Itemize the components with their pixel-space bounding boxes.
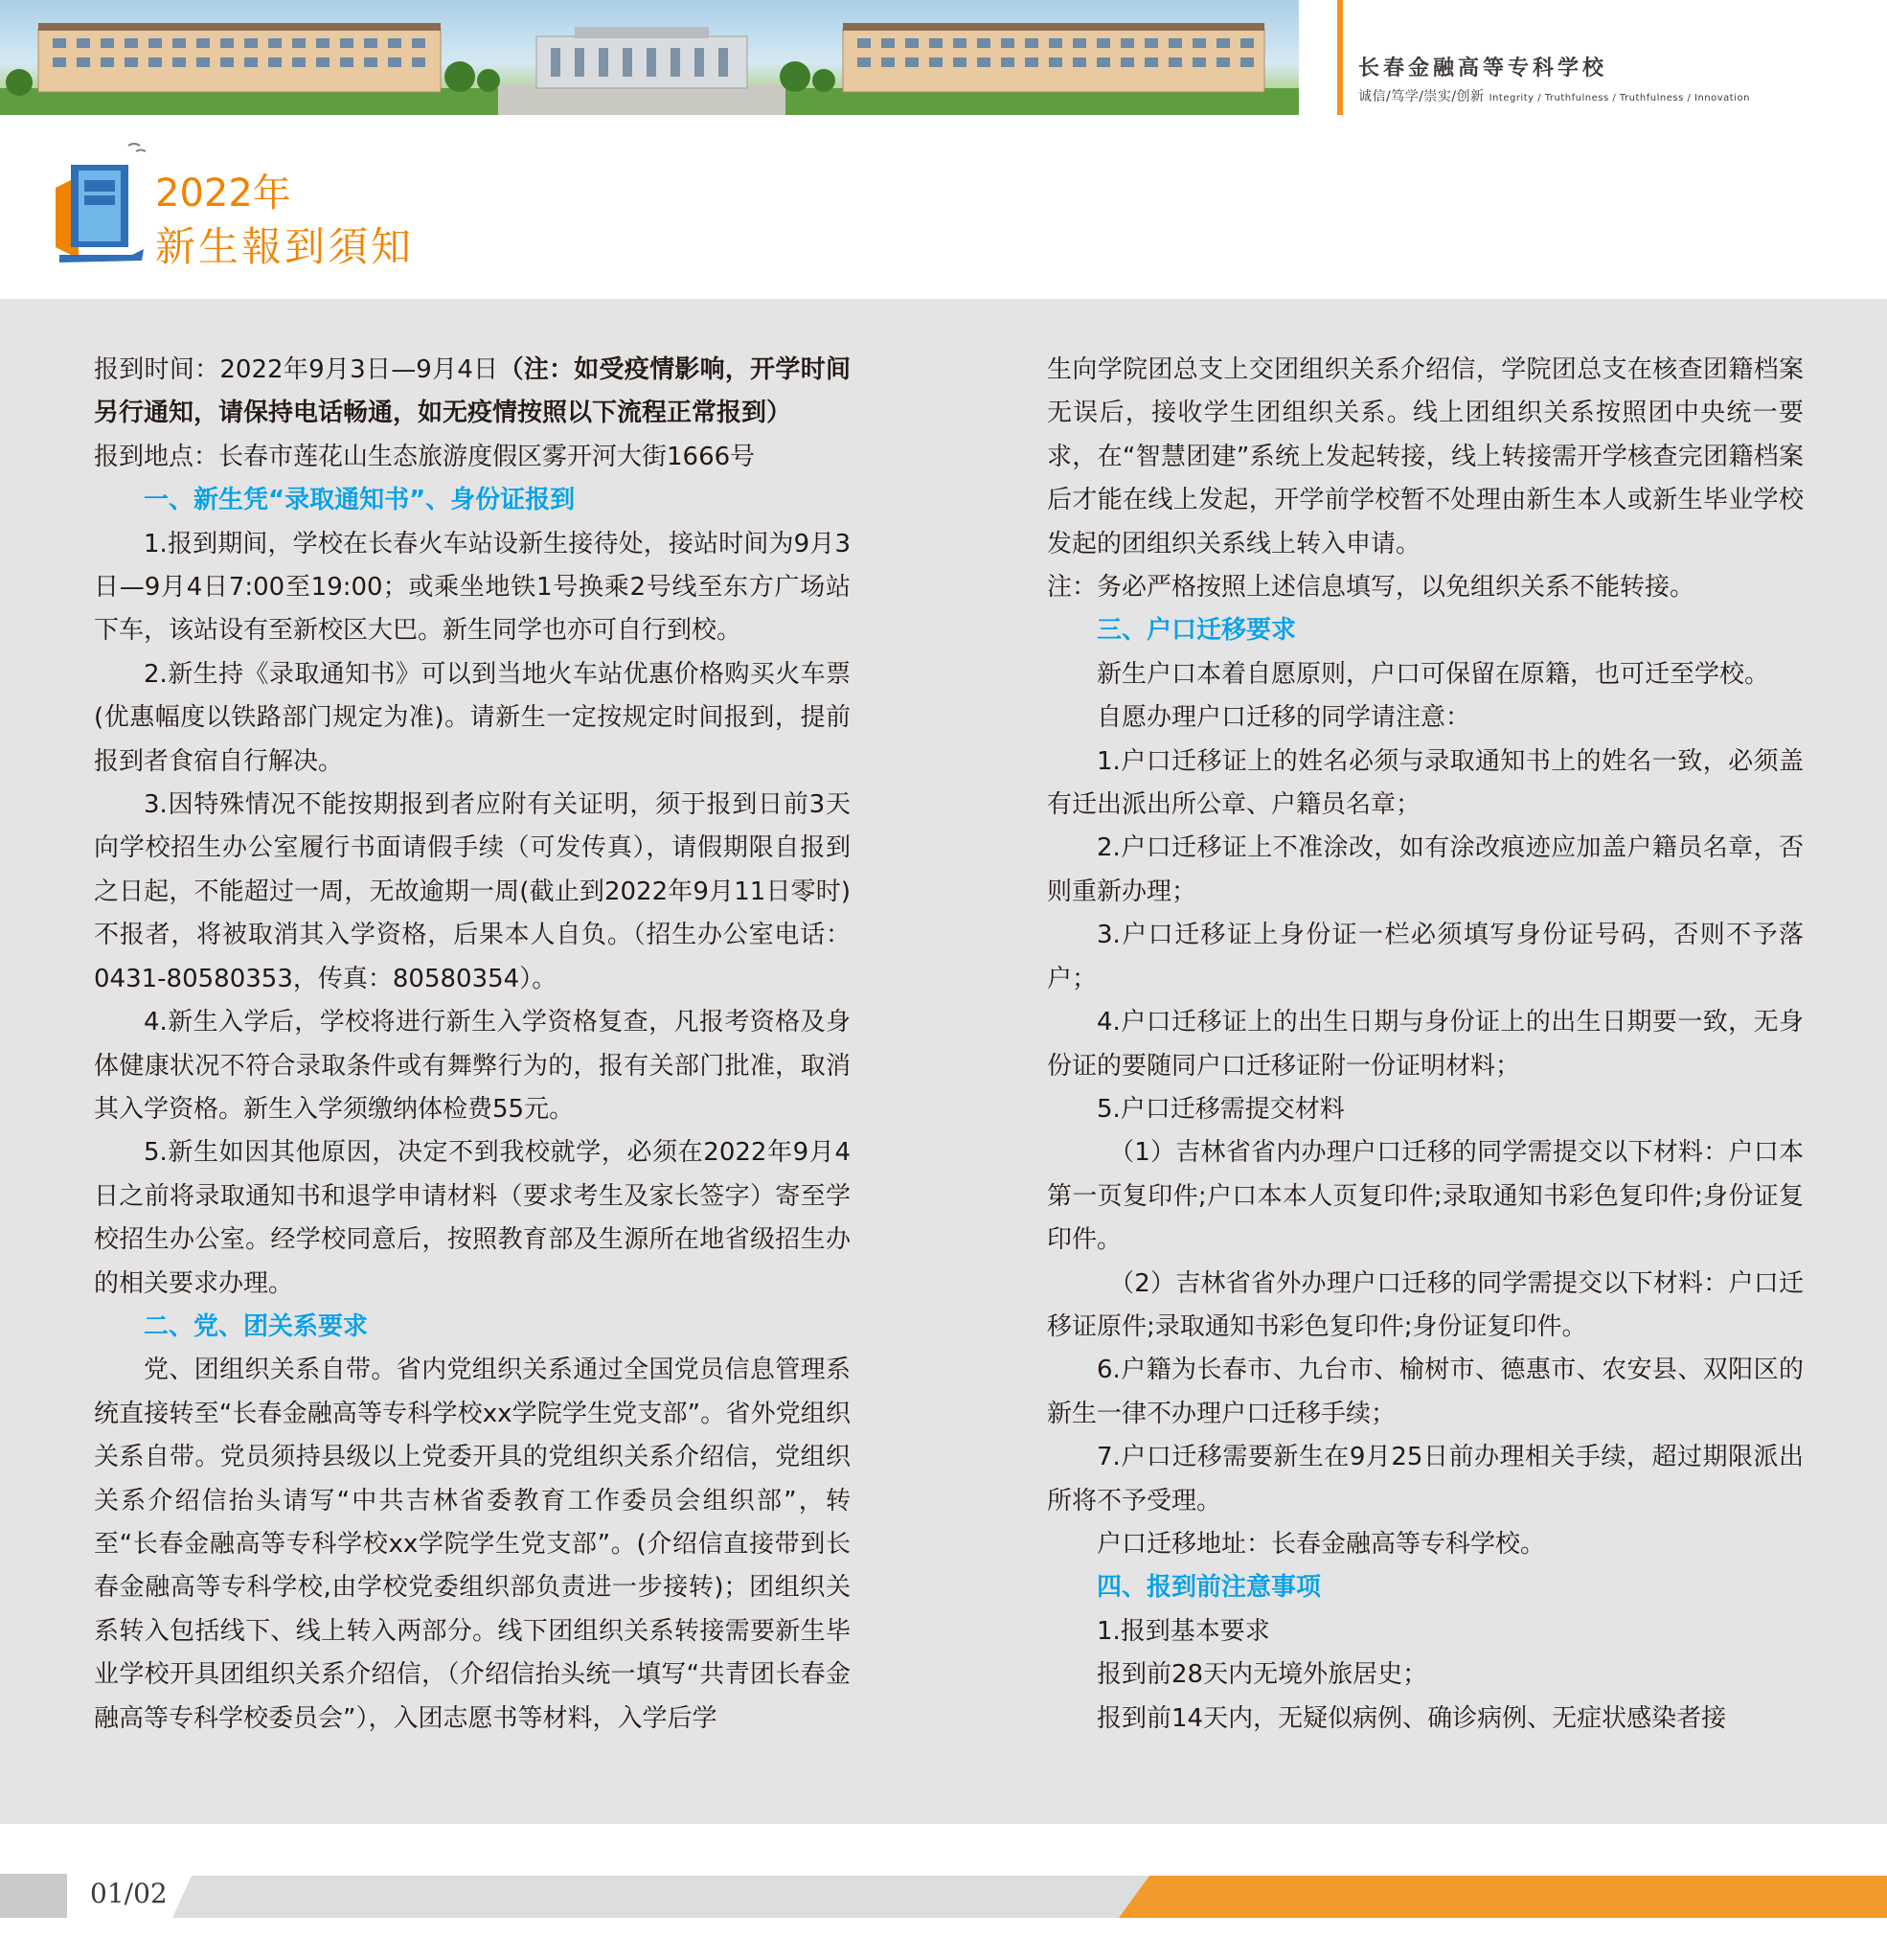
section-heading-3: 三、户口迁移要求 (1097, 616, 1297, 646)
section1-item: 2.新生持《录取通知书》可以到当地火车站优惠价格购买火车票(优惠幅度以铁路部门规定为准)。请新生一定按规定时间报到，提前报到者食宿自行解决。 (94, 659, 851, 776)
report-time-note: （注：如受疫情影响，开学时间另行通知，请保持电话畅通，如无疫情按照以下流程正常报到） (94, 355, 851, 428)
section1-item: 5.新生如因其他原因，决定不到我校就学，必须在2022年9月4日之前将录取通知书和退学申请材料（要求考生及家长签字）寄至学校招生办公室。经学校同意后，按照教育部及生源所在地省级招生办的相关要求办理。 (94, 1138, 851, 1298)
section3-intro: 新生户口本着自愿原则，户口可保留在原籍，也可迁至学校。 (1097, 659, 1770, 689)
report-place-label: 报到地点： (94, 442, 219, 471)
section1-item: 3.因特殊情况不能按期报到者应附有关证明，须于报到日前3天向学校招生办公室履行书面请假手续（可发传真），请假期限自报到之日起，不能超过一周，无故逾期一周(截止到2022年9月11日零时)不报者，将被取消其入学资格，后果本人自负。（招生办公室电话：0431-80580353，传真：80580354）。 (94, 790, 851, 993)
section2-body-left: 党、团组织关系自带。省内党组织关系通过全国党员信息管理系统直接转至“长春金融高等专科学校xx学院学生党支部”。省外党组织关系自带。党员须持县级以上党委开具的党组织关系介绍信，党组织关系介绍信抬头请写“中共吉林省委教育工作委员会组织部”，转至“长春金融高等专科学校xx学院学生党支部”。(介绍信直接带到长春金融高等专科学校,由学校党委组织部负责进一步接转)；团组织关系转入包括线下、线上转入两部分。线下团组织关系转接需要新生毕业学校开具团组织关系介绍信，（介绍信抬头统一填写“共青团长春金融高等专科学校委员会”），入团志愿书等材料，入学后学 (94, 1356, 851, 1733)
section4-line: 1.报到基本要求 (1097, 1616, 1270, 1646)
report-place (94, 436, 851, 479)
section3-notice: 自愿办理户口迁移的同学请注意： (1097, 703, 1471, 733)
page-number: 01/02 (90, 1878, 168, 1909)
section1-item: 1.报到期间，学校在长春火车站设新生接待处，接站时间为9月3日—9月4日7:00至19:00；或乘坐地铁1号换乘2号线至东方广场站下车，该站设有至新校区大巴。新生同学也亦可自行到校。 (94, 529, 851, 646)
page-marker (0, 1874, 67, 1918)
section-heading-1: 一、新生凭“录取通知书”、身份证报到 (144, 486, 576, 515)
section3-item: 2.户口迁移证上不准涂改，如有涂改痕迹应加盖户籍员名章，否则重新办理； (1047, 833, 1804, 906)
footer-stripes (0, 1824, 1887, 1960)
section2-body-right: 生向学院团总支上交团组织关系介绍信，学院团总支在核查团籍档案无误后，接收学生团组织关系。线上团组织关系按照团中央统一要求，在“智慧团建”系统上发起转接，线上转接需开学核查完团籍档案后才能在线上发起，开学前学校暂不处理由新生本人或新生毕业学校发起的团组织关系线上转入申请。 (1047, 355, 1804, 558)
campus-buildings-illustration (0, 0, 1299, 115)
section4-line: 报到前14天内，无疑似病例、确诊病例、无症状感染者接 (1097, 1703, 1727, 1733)
right-column (1047, 349, 1804, 1741)
report-place-value: 长春市莲花山生态旅游度假区雾开河大街1666号 (218, 442, 756, 471)
section3-item: 4.户口迁移证上的出生日期与身份证上的出生日期要一致，无身份证的要随同户口迁移证附一份证明材料； (1047, 1008, 1804, 1081)
section3-sub-item: （2）吉林省省外办理户口迁移的同学需提交以下材料：户口迁移证原件;录取通知书彩色复印件;身份证复印件。 (1047, 1268, 1804, 1341)
section-heading-2: 二、党、团关系要求 (144, 1311, 369, 1341)
section3-item: 5.户口迁移需提交材料 (1097, 1094, 1345, 1124)
left-column (94, 349, 851, 1741)
section2-note: 注：务必严格按照上述信息填写，以免组织关系不能转接。 (1047, 573, 1695, 603)
content-panel (0, 299, 1887, 1824)
section3-address: 户口迁移地址：长春金融高等专科学校。 (1097, 1529, 1546, 1559)
section-heading-4: 四、报到前注意事项 (1097, 1573, 1322, 1603)
section3-item: 6.户籍为长春市、九台市、榆树市、德惠市、农安县、双阳区的新生一律不办理户口迁移手续； (1047, 1356, 1804, 1428)
section3-item: 3.户口迁移证上身份证一栏必须填写身份证号码，否则不予落户； (1047, 921, 1804, 993)
school-name: 长春金融高等专科学校 (1358, 56, 1608, 80)
title-year: 2022年 (155, 171, 291, 216)
section3-item: 7.户口迁移需要新生在9月25日前办理相关手续，超过期限派出所将不予受理。 (1047, 1443, 1804, 1516)
section3-item: 1.户口迁移证上的姓名必须与录取通知书上的姓名一致，必须盖有迁出派出所公章、户籍员名章； (1047, 746, 1804, 820)
motto-english: Integrity / Truthfulness / Truthfulness / Innovation (1489, 93, 1750, 103)
page-title: 新生報到須知 (155, 223, 415, 270)
page-footer (0, 1824, 1887, 1960)
section1-item: 4.新生入学后，学校将进行新生入学资格复查，凡报考资格及身体健康状况不符合录取条件或有舞弊行为的，报有关部门批准，取消其入学资格。新生入学须缴纳体检费55元。 (94, 1008, 851, 1124)
campus-banner-image (0, 0, 1299, 115)
report-time-value: 2022年9月3日—9月4日 (219, 355, 499, 384)
header-divider (1337, 0, 1343, 115)
school-motto (1358, 86, 1750, 105)
report-time (94, 349, 851, 436)
motto-chinese: 诚信/笃学/崇实/创新 (1358, 89, 1485, 104)
report-time-label: 报到时间： (94, 355, 220, 384)
page-header (0, 0, 1887, 299)
section4-line: 报到前28天内无境外旅居史； (1097, 1660, 1428, 1690)
book-icon (50, 142, 149, 268)
section3-sub-item: （1）吉林省省内办理户口迁移的同学需提交以下材料：户口本第一页复印件;户口本本人页复印件;录取通知书彩色复印件;身份证复印件。 (1047, 1138, 1804, 1255)
